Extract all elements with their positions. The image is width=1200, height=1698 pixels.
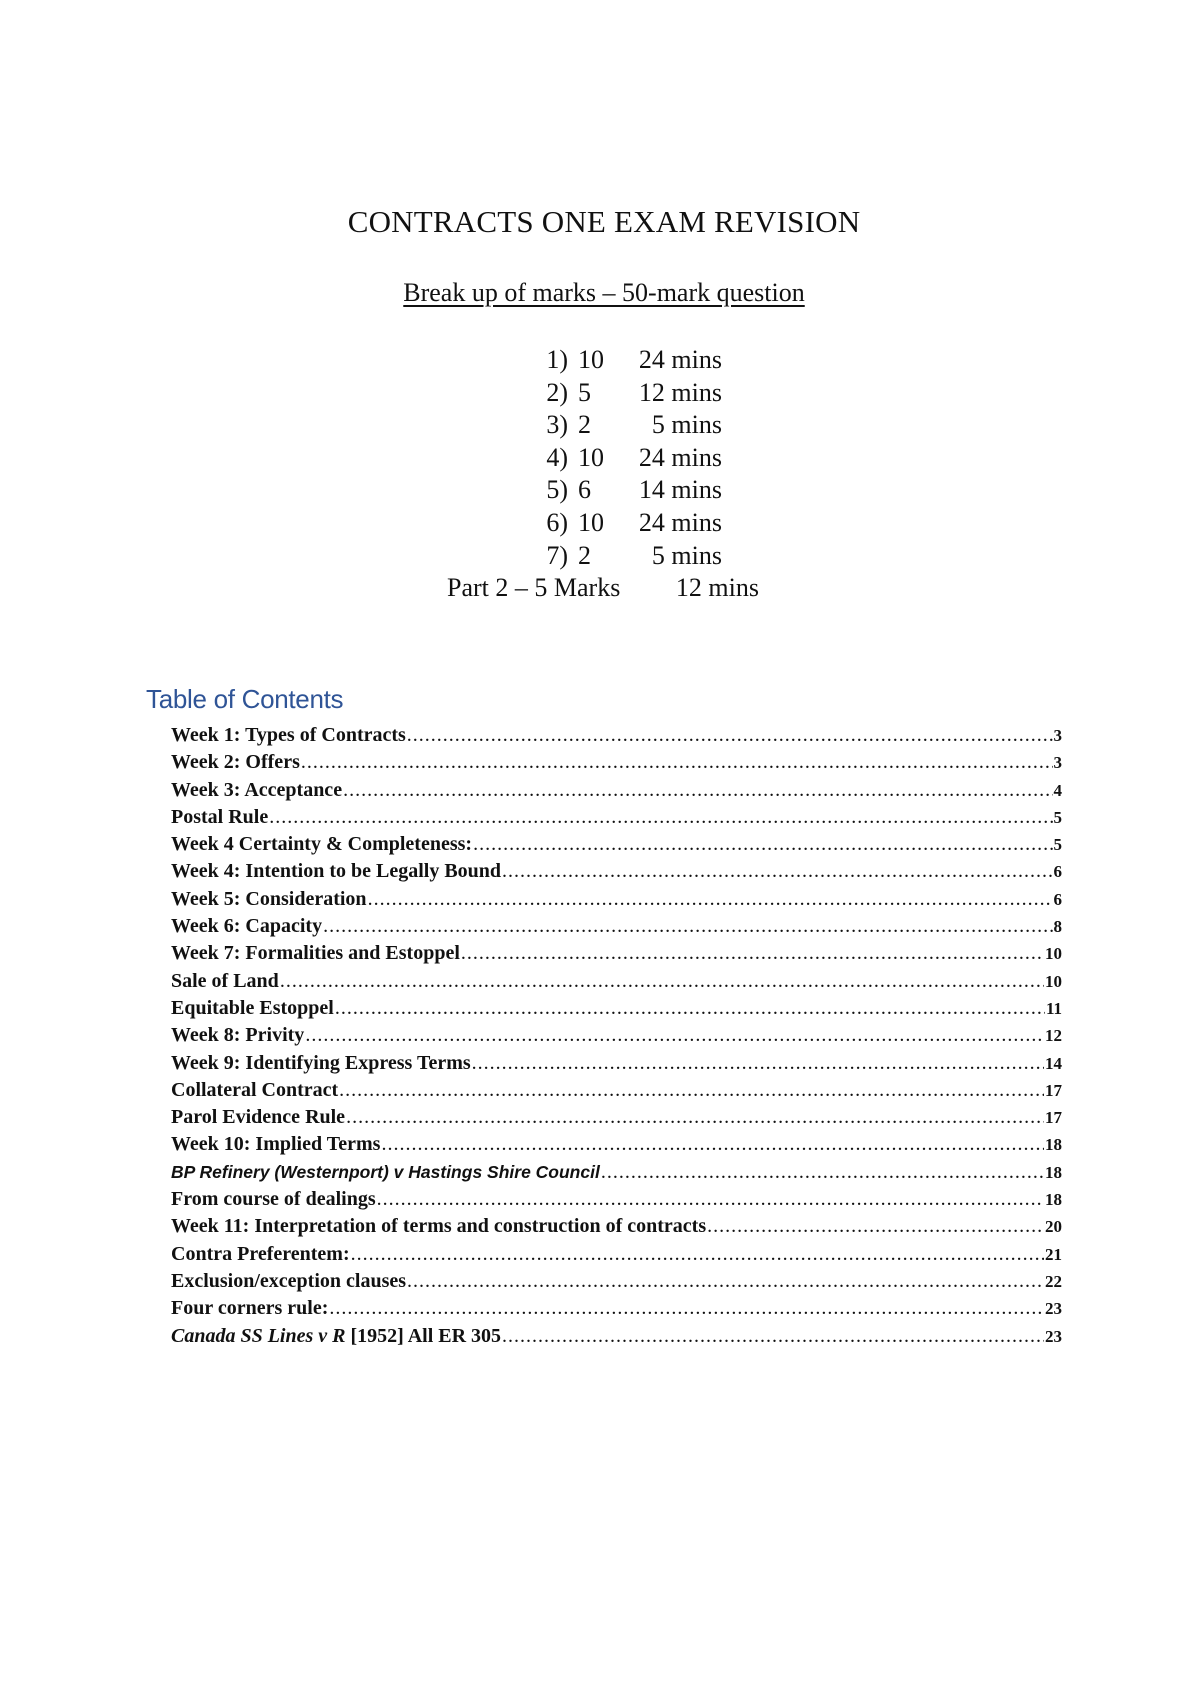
dot-leader <box>461 940 1044 967</box>
question-time: 5 mins <box>651 410 722 440</box>
dot-leader <box>343 777 1052 804</box>
toc-entry[interactable] <box>171 831 1062 858</box>
toc-entry-label: Equitable Estoppel <box>171 996 334 1019</box>
dot-leader <box>381 1131 1044 1158</box>
toc-entry-label: Sale of Land <box>171 969 279 992</box>
toc-entry-label: Week 9: Identifying Express Terms <box>171 1051 471 1074</box>
toc-page-number: 10 <box>1045 971 1062 991</box>
toc-entry-label: Parol Evidence Rule <box>171 1106 346 1129</box>
case-name: Canada SS Lines v R <box>171 1324 346 1347</box>
dot-leader <box>339 1077 1044 1104</box>
toc-page-number: 21 <box>1045 1244 1062 1264</box>
toc-entry-label: Week 11: Interpretation of terms and construction of contracts <box>171 1215 707 1238</box>
toc-entry[interactable] <box>171 804 1062 831</box>
question-marks: 10 <box>578 507 604 537</box>
toc-entry-label: Week 5: Consideration <box>171 887 367 910</box>
toc-entry-label-group <box>171 1323 501 1350</box>
toc-entry-label: Week 3: Acceptance <box>171 778 343 801</box>
dot-leader <box>351 1241 1044 1268</box>
toc-page-number: 3 <box>1053 753 1062 773</box>
dot-leader <box>329 1295 1044 1322</box>
toc-entry[interactable] <box>171 1022 1062 1049</box>
question-marks: 10 <box>578 345 604 374</box>
toc-entry[interactable] <box>171 777 1062 804</box>
question-number: 6) <box>546 507 568 537</box>
toc-page-number: 23 <box>1045 1326 1062 1346</box>
dot-leader <box>377 1186 1044 1213</box>
question-marks: 10 <box>578 442 604 472</box>
toc-entry-label: Week 4 Certainty & Completeness: <box>171 833 473 856</box>
dot-leader <box>280 968 1044 995</box>
toc-entry-label: Week 1: Types of Contracts <box>171 724 406 746</box>
toc-entry[interactable] <box>171 1050 1062 1077</box>
toc-entry[interactable] <box>171 968 1062 995</box>
dot-leader <box>473 831 1052 858</box>
question-time: 24 mins <box>638 507 722 537</box>
toc-page-number: 6 <box>1053 862 1062 882</box>
toc-entry[interactable] <box>171 1104 1062 1131</box>
part-2-time: 12 mins <box>675 573 759 603</box>
toc-entry[interactable] <box>171 1131 1062 1158</box>
toc-page-number: 11 <box>1045 998 1062 1018</box>
dot-leader <box>407 722 1053 749</box>
toc-entry[interactable] <box>171 858 1062 885</box>
toc-entry-label: Week 2: Offers <box>171 751 300 774</box>
toc-entry-label: Week 4: Intention to be Legally Bound <box>171 860 502 883</box>
toc-page-number: 23 <box>1045 1299 1062 1319</box>
toc-entry-label: Exclusion/exception clauses <box>171 1269 407 1292</box>
marks-row <box>0 409 1200 442</box>
toc-page-number: 6 <box>1053 889 1062 909</box>
marks-breakdown-list <box>0 344 1200 605</box>
part-2-marks: Part 2 – 5 Marks <box>447 573 621 603</box>
dot-leader <box>335 995 1045 1022</box>
toc-entry-label: Week 7: Formalities and Estoppel <box>171 942 460 965</box>
toc-entry[interactable] <box>171 1323 1062 1350</box>
toc-page-number: 22 <box>1045 1271 1062 1291</box>
toc-entry[interactable] <box>171 1186 1062 1213</box>
toc-entry-label: Contra Preferentem: <box>171 1242 350 1265</box>
toc-page-number: 18 <box>1045 1190 1062 1210</box>
toc-entry[interactable] <box>171 1077 1062 1104</box>
toc-page-number: 5 <box>1053 807 1062 827</box>
toc-page-number: 20 <box>1045 1217 1062 1237</box>
dot-leader <box>601 1159 1044 1186</box>
toc-entry-label: BP Refinery (Westernport) v Hastings Shire Council <box>171 1161 600 1182</box>
toc-entry[interactable] <box>171 1159 1062 1186</box>
question-time: 24 mins <box>638 345 722 374</box>
toc-entry-label: Week 8: Privity <box>171 1024 305 1047</box>
question-marks: 6 <box>578 475 591 505</box>
toc-page-number: 5 <box>1053 835 1062 855</box>
document-title: CONTRACTS ONE EXAM REVISION <box>347 204 861 239</box>
toc-entry[interactable] <box>171 1268 1062 1295</box>
question-marks: 2 <box>578 410 591 440</box>
toc-entry-label: Postal Rule <box>171 805 269 828</box>
dot-leader <box>269 804 1052 831</box>
question-number: 2) <box>546 377 568 407</box>
toc-entry-label: Week 10: Implied Terms <box>171 1133 381 1156</box>
toc-entry[interactable] <box>171 749 1062 776</box>
toc-entry[interactable] <box>171 913 1062 940</box>
toc-entry-label: Four corners rule: <box>171 1297 329 1320</box>
toc-page-number: 10 <box>1045 944 1062 964</box>
marks-row <box>0 377 1200 410</box>
question-time: 5 mins <box>651 540 722 570</box>
toc-entry[interactable] <box>171 1213 1062 1240</box>
question-number: 3) <box>546 410 568 440</box>
toc-entry[interactable] <box>171 1241 1062 1268</box>
question-time: 24 mins <box>638 442 722 472</box>
toc-page-number: 18 <box>1045 1135 1062 1155</box>
question-number: 1) <box>546 345 568 374</box>
marks-row <box>0 507 1200 540</box>
dot-leader <box>502 858 1052 885</box>
toc-entry-label: Week 6: Capacity <box>171 915 323 938</box>
dot-leader <box>346 1104 1044 1131</box>
dot-leader <box>407 1268 1044 1295</box>
marks-row <box>0 344 1200 377</box>
dot-leader <box>707 1213 1044 1240</box>
question-marks: 5 <box>578 377 591 407</box>
question-number: 5) <box>546 475 568 505</box>
toc-page-number: 14 <box>1045 1053 1062 1073</box>
toc-entry-label: Collateral Contract <box>171 1078 339 1101</box>
question-time: 14 mins <box>638 475 722 505</box>
question-number: 7) <box>546 540 568 570</box>
marks-row <box>0 540 1200 573</box>
marks-breakdown-heading: Break up of marks – 50-mark question <box>403 278 805 307</box>
dot-leader <box>323 913 1052 940</box>
dot-leader <box>368 886 1053 913</box>
dot-leader <box>472 1050 1044 1077</box>
toc-page-number: 12 <box>1045 1026 1062 1046</box>
toc-entry[interactable] <box>171 995 1062 1022</box>
marks-row <box>0 474 1200 507</box>
toc-entry[interactable] <box>171 886 1062 913</box>
table-of-contents <box>171 722 1062 1350</box>
dot-leader <box>301 749 1053 776</box>
marks-summary-row <box>0 572 1200 605</box>
toc-entry[interactable] <box>171 1295 1062 1322</box>
toc-page-number: 18 <box>1045 1162 1062 1182</box>
toc-page-number: 4 <box>1053 780 1062 800</box>
toc-entry[interactable] <box>171 722 1062 749</box>
case-citation: [1952] All ER 305 <box>350 1324 502 1347</box>
toc-entry-label: From course of dealings <box>171 1188 376 1211</box>
toc-page-number: 3 <box>1053 726 1062 745</box>
question-marks: 2 <box>578 540 591 570</box>
toc-page-number: 17 <box>1045 1108 1062 1128</box>
marks-row <box>0 442 1200 475</box>
toc-page-number: 8 <box>1053 917 1062 937</box>
toc-entry[interactable] <box>171 940 1062 967</box>
question-number: 4) <box>546 442 568 472</box>
dot-leader <box>502 1323 1044 1350</box>
toc-heading: Table of Contents <box>146 684 344 714</box>
question-time: 12 mins <box>638 377 722 407</box>
dot-leader <box>305 1022 1044 1049</box>
toc-page-number: 17 <box>1045 1080 1062 1100</box>
